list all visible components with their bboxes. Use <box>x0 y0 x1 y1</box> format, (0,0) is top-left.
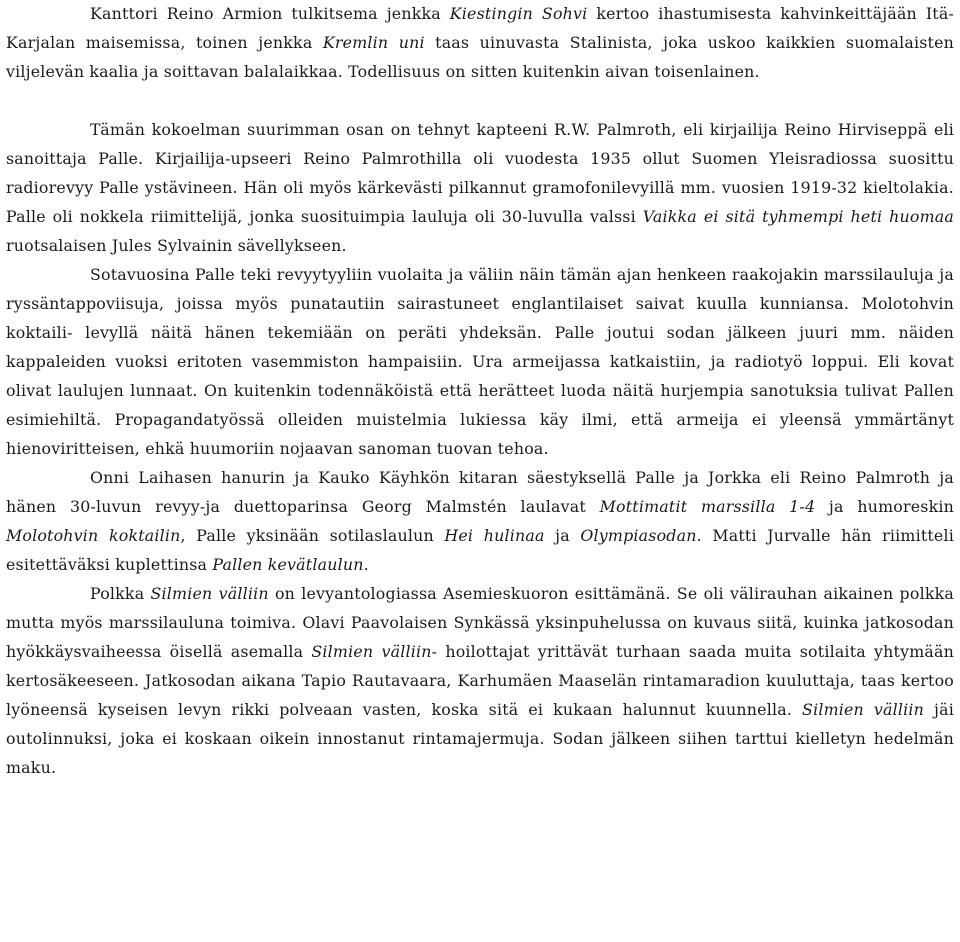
italic-title-text: Silmien välliin <box>150 584 269 603</box>
body-text: , Palle yksinään sotilaslaulun <box>180 526 445 545</box>
body-text: ruotsalaisen Jules Sylvainin sävellykseen. <box>6 236 347 255</box>
paragraph <box>6 579 954 782</box>
body-text: on levyantologiassa Asemieskuoron esittämänä. Se oli välirauhan aikainen polkka mutta myös marssilauluna toimiva. Olavi Paavolaisen Synkässä yksinpuhelussa on kuvaus siitä, kuinka jatkosodan hyökkäysvaiheessa öisellä asemalla <box>6 584 954 661</box>
italic-title-text: Pallen kevätlaulun <box>212 555 364 574</box>
paragraph <box>6 115 954 260</box>
italic-title-text: Silmien välliin <box>311 642 432 661</box>
body-text: Sotavuosina Palle teki revyytyyliin vuolaita ja väliin näin tämän ajan henkeen raakojakin marssilauluja ja ryssäntappoviisuja, joissa myös punatautiin sairastuneet englantilaiset saivat kuulla kunniansa. Molotohvin koktaili- levyllä näitä hänen tekemiään on peräti yhdeksän. Palle joutui sodan jälkeen juuri mm. näiden kappaleiden vuoksi eritoten vasemmiston hampaisiin. Ura armeijassa katkaistiin, ja radiotyö loppui. Eli kovat olivat laulujen lunnaat. On kuitenkin todennäköistä että herätteet luoda näitä hurjempia sanotuksia tulivat Pallen esimiehiltä. Propagandatyössä olleiden muistelmia lukiessa käy ilmi, että armeija ei yleensä ymmärtänyt hienoviritteisen, ehkä huumoriin nojaavan sanoman tuovan tehoa. <box>6 265 954 458</box>
paragraph <box>6 260 954 463</box>
body-text: Onni Laihasen hanurin ja Kauko Käyhkön kitaran säestyksellä Palle ja Jorkka eli Reino Palmroth ja hänen 30-luvun revyy-ja duettoparinsa Georg Malmstén laulavat <box>6 468 954 516</box>
italic-title-text: Vaikka ei sitä tyhmempi heti huomaa <box>642 207 955 226</box>
body-text: Polkka <box>90 584 151 603</box>
italic-title-text: Kiestingin Sohvi <box>449 4 588 23</box>
body-text: Kanttori Reino Armion tulkitsema jenkka <box>90 4 450 23</box>
italic-title-text: Kremlin uni <box>322 33 425 52</box>
body-text: Tämän kokoelman suurimman osan on tehnyt kapteeni R.W. Palmroth, eli kirjailija Reino Hirviseppä eli sanoittaja Palle. Kirjailija-upseeri Reino Palmrothilla oli vuodesta 1935 ollut Suomen Yleisradiossa suosittu radiorevyy Palle ystävineen. Hän oli myös kärkevästi pilkannut gramofonilevyillä mm. vuosien 1919-32 kieltolakia. Palle oli nokkela riimittelijä, jonka suosituimpia lauluja oli 30-luvulla valssi <box>6 120 954 226</box>
body-text: ja humoreskin <box>815 497 954 516</box>
body-text: taas uinuvasta Stalinista, joka uskoo kaikkien suomalaisten viljelevän kaalia ja soittavan balalaikkaa. Todellisuus on sitten kuitenkin aivan toisenlainen. <box>6 33 955 81</box>
italic-title-text: Mottimatit marssilla 1-4 <box>599 497 816 516</box>
body-text: kertoo ihastumisesta kahvinkeittäjään Itä-Karjalan maisemissa, toinen jenkka <box>6 4 954 52</box>
italic-title-text: Silmien välliin <box>802 700 925 719</box>
italic-title-text: Hei hulinaa <box>444 526 545 545</box>
body-text: jäi outolinnuksi, joka ei koskaan oikein innostanut rintamajermuja. Sodan jälkeen siihen tarttui kielletyn hedelmän maku. <box>6 700 954 777</box>
body-text: . Matti Jurvalle hän riimitteli esitettäväksi kuplettinsa <box>6 526 954 574</box>
paragraph <box>6 463 954 579</box>
paragraph <box>6 0 954 86</box>
document-page <box>6 0 954 782</box>
italic-title-text: Olympiasodan <box>580 526 697 545</box>
italic-title-text: Molotohvin koktailin <box>6 526 181 545</box>
body-text: . <box>363 555 369 574</box>
body-text: - hoilottajat yrittävät turhaan saada muita sotilaita yhtymään kertosäkeeseen. Jatkosodan aikana Tapio Rautavaara, Karhumäen Maaselän rintamaradion kuuluttaja, taas kertoo lyöneensä kyseisen levyn rikki polveaan vasten, koska sitä ei kukaan halunnut kuunnella. <box>6 642 954 719</box>
body-text: ja <box>544 526 581 545</box>
